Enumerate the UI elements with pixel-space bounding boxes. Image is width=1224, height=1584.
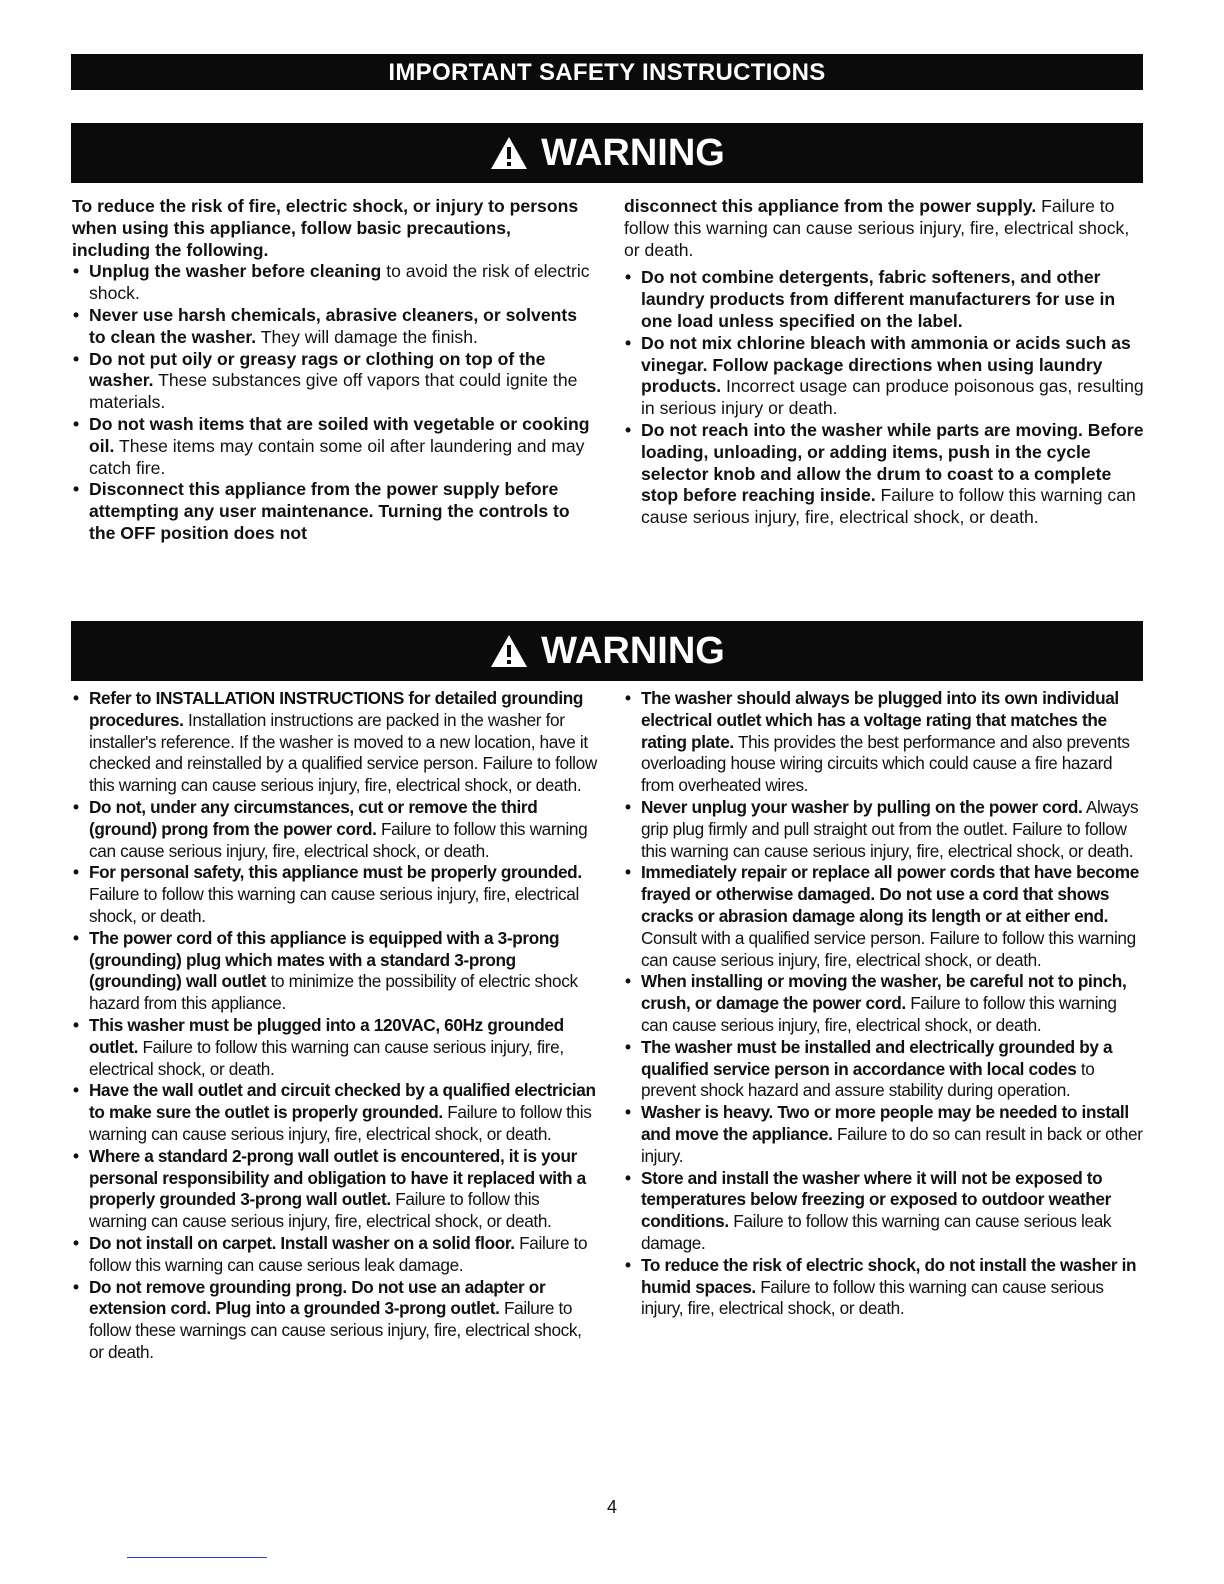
bullet-item <box>624 267 1144 332</box>
warning-intro: To reduce the risk of fire, electric shock, or injury to persons when using this appliance, follow basic precautions, including the following. <box>72 196 579 260</box>
bullet-body: Failure to follow this warning can cause serious injury, fire, electrical shock, or death. <box>641 993 1117 1035</box>
bullet-item <box>72 862 600 927</box>
bullet-item <box>72 1080 600 1145</box>
bullet-heading: Do not reach into the washer while parts are moving. Before loading, unloading, or adding items, push in the cycle selector knob and allow the drum to coast to a complete stop before reaching inside. <box>641 419 1144 506</box>
bullet-item <box>624 1255 1144 1320</box>
bullet-heading: Do not mix chlorine bleach with ammonia or acids such as vinegar. Follow package directions when using laundry products. <box>641 332 1131 397</box>
bullet-item <box>72 1015 600 1080</box>
warning1-right-column <box>624 196 1144 529</box>
bullet-heading: Never use harsh chemicals, abrasive cleaners, or solvents to clean the washer. <box>89 304 578 347</box>
footer-rule <box>127 1557 267 1558</box>
warning2-left-column <box>72 688 600 1364</box>
warning-banner-2 <box>71 621 1143 681</box>
bullet-heading: Refer to INSTALLATION INSTRUCTIONS for detailed grounding procedures. <box>89 688 584 730</box>
bullet-item <box>624 1037 1144 1102</box>
bullet-heading: Do not, under any circumstances, cut or remove the third (ground) prong from the power cord. <box>89 796 538 839</box>
bullet-heading: Disconnect this appliance from the power supply before attempting any user maintenance. Turning the controls to the OFF position does not <box>89 479 570 543</box>
bullet-heading: Do not wash items that are soiled with vegetable or cooking oil. <box>89 413 590 456</box>
bullet-heading: When installing or moving the washer, be careful not to pinch, crush, or damage the power cord. <box>641 971 1127 1014</box>
bullet-item <box>624 420 1144 529</box>
bullet-body: Installation instructions are packed in the washer for installer's reference. If the washer is moved to a new location, have it checked and reinstalled by a qualified service person. Failure to follow this warning can cause serious injury, fire, electrical shock, or death. <box>89 709 597 796</box>
warning-label: WARNING <box>541 629 725 672</box>
bullet-item <box>72 1233 600 1277</box>
bullet-body: Failure to do so can result in back or other injury. <box>641 1123 1143 1166</box>
page-title: IMPORTANT SAFETY INSTRUCTIONS <box>71 54 1143 90</box>
bullet-item <box>624 862 1144 971</box>
page-number: 4 <box>606 1497 617 1517</box>
bullet-item <box>72 688 600 797</box>
bullet-body: Failure to follow this warning can cause serious injury, fire, electrical shock, or death. <box>89 1102 592 1144</box>
bullet-item <box>624 1102 1144 1167</box>
bullet-heading: Where a standard 2-prong wall outlet is encountered, it is your personal responsibility and obligation to have it replaced with a properly grounded 3-prong wall outlet. <box>89 1145 586 1210</box>
warning-triangle-icon <box>489 633 529 669</box>
bullet-body: Failure to follow this warning can cause serious injury, fire, electrical shock, or death. <box>89 1036 564 1079</box>
bullet-item <box>72 305 592 349</box>
bullet-body: to prevent shock hazard and assure stability during operation. <box>641 1058 1095 1101</box>
bullet-item <box>72 261 592 305</box>
bullet-heading: The power cord of this appliance is equipped with a 3-prong (grounding) plug which mates with a standard 3-prong (grounding) wall outlet <box>89 927 560 992</box>
bullet-body: to avoid the risk of electric shock. <box>89 261 590 304</box>
warning-label: WARNING <box>541 131 725 174</box>
bullet-item <box>624 333 1144 420</box>
bullet-heading: For personal safety, this appliance must be properly grounded. <box>89 862 582 883</box>
bullet-body: Failure to follow this warning can cause serious leak damage. <box>89 1232 588 1275</box>
bullet-item <box>72 1146 600 1233</box>
bullet-heading: The washer must be installed and electrically grounded by a qualified service person in accordance with local codes <box>641 1036 1113 1079</box>
bullet-item <box>72 414 592 479</box>
bullet-item <box>624 688 1144 797</box>
bullet-body: This provides the best performance and also prevents overloading house wiring circuits which could cause a fire hazard from overheated wires. <box>641 731 1130 796</box>
bullet-item <box>72 928 600 1015</box>
bullet-item <box>72 479 592 544</box>
warning1-left-column <box>72 196 592 545</box>
bullet-heading: Do not put oily or greasy rags or clothing on top of the washer. <box>89 348 546 391</box>
bullet-body: These items may contain some oil after laundering and may catch fire. <box>89 435 585 478</box>
bullet-item <box>624 971 1144 1036</box>
bullet-heading: Have the wall outlet and circuit checked by a qualified electrician to make sure the outlet is properly grounded. <box>89 1080 596 1123</box>
bullet-body: Failure to follow this warning can cause serious injury, fire, electrical shock, or death. <box>641 1276 1104 1319</box>
bullet-heading: The washer should always be plugged into its own individual electrical outlet which has a voltage rating that matches the rating plate. <box>641 688 1119 752</box>
bullet-body: Failure to follow this warning can cause serious injury, fire, electrical shock, or death. <box>641 485 1136 528</box>
bullet-body: Failure to follow this warning can cause serious injury, fire, electrical shock, or death. <box>89 884 579 926</box>
bullet-heading: To reduce the risk of electric shock, do not install the washer in humid spaces. <box>641 1254 1137 1297</box>
bullet-body: Failure to follow this warning can cause serious injury, fire, electrical shock, or death. <box>89 1189 552 1232</box>
bullet-body: Incorrect usage can produce poisonous gas, resulting in serious injury or death. <box>641 376 1144 419</box>
bullet-heading: Washer is heavy. Two or more people may be needed to install and move the appliance. <box>641 1102 1129 1144</box>
bullet-body: They will damage the finish. <box>256 326 478 347</box>
bullet-item <box>624 1168 1144 1255</box>
bullet-item <box>72 797 600 862</box>
bullet-body: to minimize the possibility of electric shock hazard from this appliance. <box>89 971 578 1014</box>
bullet-item <box>624 797 1144 862</box>
bullet-body: These substances give off vapors that could ignite the materials. <box>89 370 578 413</box>
bullet-body: Failure to follow this warning can cause serious injury, fire, electrical shock, or death. <box>89 818 588 861</box>
warning-triangle-icon <box>489 135 529 171</box>
bullet-body: Always grip plug firmly and pull straight out from the outlet. Failure to follow this warning can cause serious injury, fire, electrical shock, or death. <box>641 796 1139 861</box>
warning2-right-column <box>624 688 1144 1320</box>
bullet-body: Failure to follow these warnings can cause serious injury, fire, electrical shock, or death. <box>89 1298 582 1362</box>
bullet-body: Consult with a qualified service person. Failure to follow this warning can cause serious injury, fire, electrical shock, or death. <box>641 927 1136 970</box>
bullet-heading: Never unplug your washer by pulling on the power cord. <box>641 796 1083 817</box>
bullet-body: Failure to follow this warning can cause serious leak damage. <box>641 1211 1112 1253</box>
bullet-heading: This washer must be plugged into a 120VAC, 60Hz grounded outlet. <box>89 1014 564 1057</box>
bullet-item <box>72 349 592 414</box>
bullet-heading: Store and install the washer where it will not be exposed to temperatures below freezing or exposed to outdoor weather conditions. <box>641 1167 1111 1232</box>
bullet-heading: Immediately repair or replace all power cords that have become frayed or otherwise damaged. Do not use a cord that shows cracks or abrasion damage along its length or at either end. <box>641 862 1139 926</box>
bullet-heading: Unplug the washer before cleaning <box>89 261 382 282</box>
bullet-heading: Do not remove grounding prong. Do not use an adapter or extension cord. Plug into a grounded 3-prong outlet. <box>89 1276 546 1319</box>
bullet-heading: Do not combine detergents, fabric softeners, and other laundry products from different manufacturers for use in one load unless specified on the label. <box>641 267 1116 331</box>
continued-text: disconnect this appliance from the power supply. Failure to follow this warning can cause serious injury, fire, electrical shock, or death. <box>624 196 1130 260</box>
bullet-item <box>72 1277 600 1364</box>
bullet-heading: Do not install on carpet. Install washer on a solid floor. <box>89 1232 515 1253</box>
warning-banner-1 <box>71 123 1143 183</box>
